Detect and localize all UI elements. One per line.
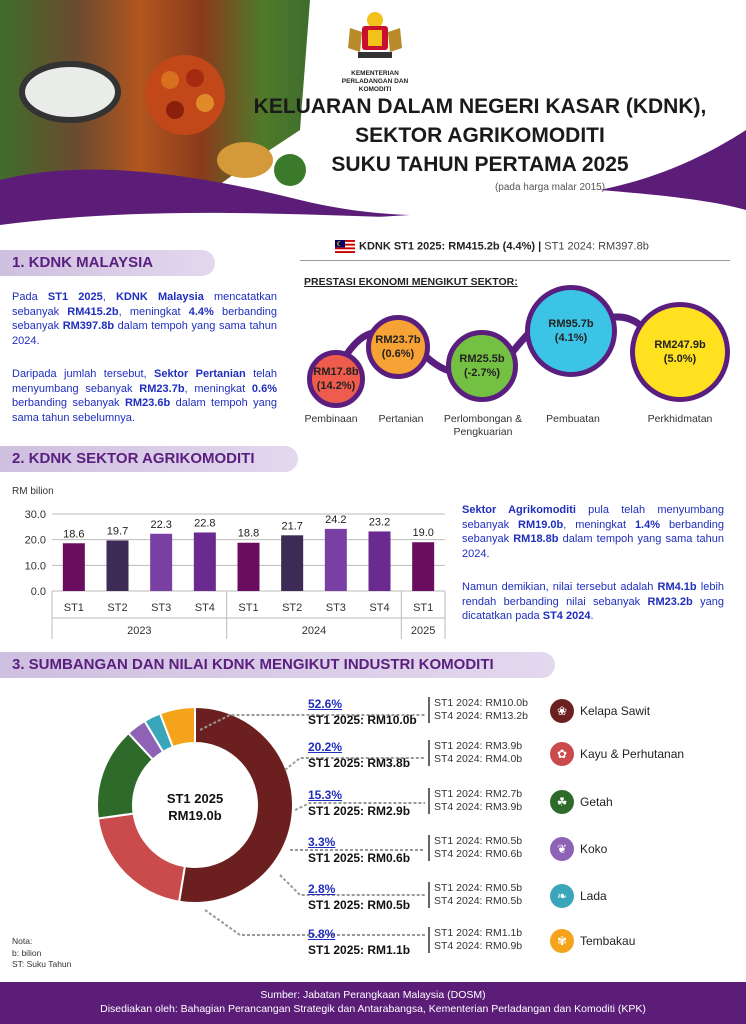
y-axis-title: RM bilion bbox=[12, 486, 54, 497]
body-text: , meningkat bbox=[563, 518, 635, 531]
section-2-heading: 2. KDNK SEKTOR AGRIKOMODITI bbox=[0, 446, 298, 472]
y-tick-label: 30.0 bbox=[24, 509, 46, 521]
kelapa-sawit-icon: ❀ bbox=[550, 699, 574, 723]
tembakau-icon: ✾ bbox=[550, 929, 574, 953]
kdnk-2024-text: ST1 2024: RM397.8b bbox=[544, 240, 649, 253]
highlight-text: Sektor Agrikomoditi bbox=[462, 504, 576, 516]
highlight-text: RM18.8b bbox=[513, 533, 559, 545]
comparison-st4-2024: ST4 2024: RM3.9b bbox=[434, 801, 523, 813]
kdnk-2025-text: KDNK ST1 2025: RM415.2b (4.4%) bbox=[359, 240, 536, 253]
comparison-st4-2024: ST4 2024: RM13.2b bbox=[434, 710, 528, 722]
ministry-block bbox=[290, 8, 460, 94]
body-text: , meningkat bbox=[184, 382, 252, 395]
kdnk-separator: | bbox=[535, 240, 545, 253]
title-line-1: KELUARAN DALAM NEGERI KASAR (KDNK), bbox=[253, 95, 707, 118]
bar-value-label: 22.8 bbox=[194, 517, 216, 530]
koko-icon: ❦ bbox=[550, 837, 574, 861]
sector-value: RM25.5b bbox=[459, 353, 505, 365]
getah-icon: ☘ bbox=[550, 790, 574, 814]
comparison-st1-2024: ST1 2024: RM0.5b bbox=[434, 882, 523, 894]
bar-value-label: 19.7 bbox=[106, 525, 129, 538]
bar-st4 bbox=[194, 532, 216, 591]
industry-name: Kayu & Perhutanan bbox=[580, 747, 685, 761]
highlight-text: RM23.6b bbox=[124, 397, 171, 409]
sector-change: (14.2%) bbox=[316, 380, 356, 392]
industry-comparison bbox=[428, 788, 522, 814]
sector-label: Pembuatan bbox=[546, 413, 600, 425]
bar-value-label: 23.2 bbox=[368, 516, 391, 529]
highlight-text: ST4 2024 bbox=[542, 610, 591, 622]
sector-value: RM17.8b bbox=[313, 366, 359, 378]
kdnk-summary-line bbox=[335, 240, 715, 253]
coat-of-arms-logo bbox=[340, 8, 410, 63]
x-tick-label: ST2 bbox=[107, 602, 128, 614]
sector-bubble-perkhidmatan bbox=[630, 302, 730, 402]
section-1-paragraph-2 bbox=[12, 367, 277, 425]
industry-name: Getah bbox=[580, 795, 613, 809]
x-tick-label: ST1 bbox=[413, 602, 434, 614]
industry-share: 5.8% bbox=[308, 927, 336, 941]
industry-value: ST1 2025: RM3.8b bbox=[308, 756, 411, 770]
industry-value: ST1 2025: RM0.6b bbox=[308, 851, 411, 865]
industry-comparison bbox=[428, 882, 522, 908]
bar-st2 bbox=[107, 540, 129, 591]
donut-center-total: RM19.0b bbox=[168, 808, 222, 823]
highlight-text: Sektor Pertanian bbox=[154, 368, 246, 380]
body-text: . bbox=[590, 610, 594, 622]
body-text: mencatatkan sebanyak bbox=[12, 291, 278, 318]
bar-st1 bbox=[63, 543, 85, 591]
bar-st2 bbox=[281, 535, 303, 591]
footer-source: Sumber: Jabatan Perangkaan Malaysia (DOSM) bbox=[260, 989, 486, 1001]
y-tick-label: 20.0 bbox=[24, 534, 46, 547]
comparison-st4-2024: ST4 2024: RM0.9b bbox=[434, 940, 523, 952]
x-tick-label: ST2 bbox=[282, 602, 303, 614]
bar-st4 bbox=[369, 531, 391, 591]
bar-st1 bbox=[412, 542, 434, 591]
bar-st3 bbox=[325, 529, 347, 591]
industry-value: ST1 2025: RM1.1b bbox=[308, 943, 411, 957]
footer bbox=[0, 982, 746, 1024]
sector-bubble-pembuatan bbox=[525, 285, 617, 377]
highlight-text: 4.4% bbox=[188, 305, 214, 318]
industry-value: ST1 2025: RM2.9b bbox=[308, 804, 411, 818]
highlight-text: RM415.2b bbox=[67, 305, 119, 318]
industry-name: Tembakau bbox=[580, 934, 636, 948]
comparison-st1-2024: ST1 2024: RM3.9b bbox=[434, 740, 523, 752]
comparison-st1-2024: ST1 2024: RM2.7b bbox=[434, 788, 523, 800]
highlight-text: RM19.0b bbox=[518, 518, 564, 531]
sector-change: (0.6%) bbox=[381, 348, 415, 360]
body-text: dalam tempoh yang sama tahun 2024. bbox=[12, 320, 277, 347]
x-tick-label: ST1 bbox=[63, 602, 84, 614]
note-quarter: ST: Suku Tahun bbox=[12, 959, 72, 969]
comparison-st1-2024: ST1 2024: RM1.1b bbox=[434, 927, 523, 939]
highlight-text: 1.4% bbox=[634, 518, 661, 531]
section-1-paragraph-1 bbox=[12, 290, 277, 348]
body-text: Daripada jumlah tersebut, bbox=[12, 368, 154, 380]
bar-value-label: 24.2 bbox=[325, 513, 347, 526]
footer-prepared-by: Disediakan oleh: Bahagian Perancangan Strategik dan Antarabangsa, Kementerian Perladangan dan Komoditi (KPK) bbox=[100, 1003, 646, 1015]
body-text: yang dicatatkan pada bbox=[462, 595, 724, 622]
industry-share: 15.3% bbox=[308, 788, 343, 802]
section-2-paragraph-1 bbox=[462, 503, 724, 561]
body-text: pula telah menyumbang sebanyak bbox=[462, 504, 724, 531]
body-text: dalam tempoh yang sama tahun 2024. bbox=[462, 533, 724, 560]
bar-value-label: 22.3 bbox=[150, 518, 172, 531]
section-3-heading: 3. SUMBANGAN DAN NILAI KDNK MENGIKUT INDUSTRI KOMODITI bbox=[0, 652, 555, 678]
title-line-3: SUKU TAHUN PERTAMA 2025 bbox=[331, 153, 629, 176]
x-tick-label: ST4 bbox=[369, 602, 390, 614]
lada-icon: ❧ bbox=[550, 884, 574, 908]
x-tick-label: ST1 bbox=[238, 602, 259, 614]
sector-label: Perkhidmatan bbox=[647, 413, 713, 425]
agricommodity-bar-chart bbox=[0, 480, 455, 642]
industry-value: ST1 2025: RM10.0b bbox=[308, 713, 417, 727]
sector-bubble-pertanian bbox=[366, 315, 430, 379]
industry-value: ST1 2025: RM0.5b bbox=[308, 898, 411, 912]
body-text: Pada bbox=[12, 291, 48, 303]
palm-fruit-cluster bbox=[145, 55, 225, 135]
malaysia-flag-icon bbox=[335, 240, 355, 253]
body-text: dalam tempoh yang sama tahun sebelumnya. bbox=[12, 397, 278, 424]
sector-label: Pembinaan bbox=[304, 413, 358, 425]
sector-performance-heading: PRESTASI EKONOMI MENGIKUT SEKTOR: bbox=[304, 276, 518, 288]
x-tick-label: ST4 bbox=[194, 602, 215, 614]
body-text: telah menyumbang sebanyak bbox=[12, 368, 277, 395]
bar-st1 bbox=[238, 543, 260, 591]
sector-bubble-pembinaan bbox=[307, 350, 365, 408]
highlight-text: ST1 2025 bbox=[47, 291, 103, 303]
sector-label: Perlombongan & Pengkuarian bbox=[443, 413, 523, 438]
notes bbox=[12, 936, 71, 971]
sector-change: (4.1%) bbox=[554, 332, 588, 344]
x-group-label: 2024 bbox=[301, 625, 327, 637]
sector-change: (-2.7%) bbox=[463, 367, 501, 379]
bar-st3 bbox=[150, 534, 172, 591]
donut-center-period: ST1 2025 bbox=[166, 791, 224, 806]
price-basis-note: (pada harga malar 2015) bbox=[494, 182, 606, 193]
body-text: Namun demikian, nilai tersebut adalah bbox=[462, 581, 658, 593]
sector-label: Pertanian bbox=[378, 413, 424, 425]
sector-value: RM95.7b bbox=[548, 318, 594, 330]
highlight-text: RM23.2b bbox=[647, 595, 693, 608]
highlight-text: RM397.8b bbox=[62, 320, 115, 332]
page-title bbox=[230, 92, 730, 179]
industry-comparison bbox=[428, 927, 522, 953]
body-text: berbanding sebanyak bbox=[462, 518, 724, 545]
industry-comparison bbox=[428, 740, 522, 766]
industry-share: 3.3% bbox=[308, 835, 336, 849]
x-tick-label: ST3 bbox=[325, 602, 346, 614]
sector-value: RM23.7b bbox=[375, 334, 421, 346]
comparison-st1-2024: ST1 2024: RM0.5b bbox=[434, 835, 523, 847]
industry-share: 2.8% bbox=[308, 882, 336, 896]
title-line-2: SEKTOR AGRIKOMODITI bbox=[355, 124, 605, 147]
highlight-text: 0.6% bbox=[251, 382, 277, 395]
section-2-paragraph-2 bbox=[462, 580, 724, 624]
sector-change: (5.0%) bbox=[663, 353, 697, 365]
industry-name: Lada bbox=[580, 889, 607, 903]
x-group-label: 2025 bbox=[410, 625, 436, 637]
comparison-st4-2024: ST4 2024: RM4.0b bbox=[434, 753, 523, 765]
y-tick-label: 10.0 bbox=[24, 560, 46, 573]
ministry-name: KEMENTERIAN PERLADANGAN DAN KOMODITI bbox=[341, 70, 409, 93]
bar-value-label: 18.8 bbox=[237, 527, 260, 540]
bar-value-label: 21.7 bbox=[281, 520, 303, 533]
body-text: berbanding sebanyak bbox=[12, 305, 277, 332]
comparison-st4-2024: ST4 2024: RM0.6b bbox=[434, 848, 523, 860]
highlight-text: RM4.1b bbox=[657, 581, 697, 593]
body-text: berbanding sebanyak bbox=[12, 397, 125, 409]
note-billion: b: bilion bbox=[12, 947, 42, 958]
section-1-heading: 1. KDNK MALAYSIA bbox=[0, 250, 215, 276]
highlight-text: KDNK Malaysia bbox=[115, 291, 204, 303]
industry-share: 20.2% bbox=[308, 740, 343, 754]
x-group-label: 2023 bbox=[127, 625, 152, 637]
body-text: , bbox=[102, 291, 116, 303]
y-tick-label: 0.0 bbox=[30, 586, 46, 598]
sector-bubble-perlombongan bbox=[446, 330, 518, 402]
industry-share: 52.6% bbox=[308, 697, 343, 711]
kayu-perhutanan-icon: ✿ bbox=[550, 742, 574, 766]
bar-value-label: 18.6 bbox=[63, 528, 85, 541]
industry-name: Kelapa Sawit bbox=[580, 704, 651, 718]
comparison-st1-2024: ST1 2024: RM10.0b bbox=[434, 697, 528, 709]
highlight-text: RM23.7b bbox=[139, 382, 185, 395]
latex-bowl bbox=[22, 64, 118, 120]
industry-comparison bbox=[428, 697, 528, 723]
bar-value-label: 19.0 bbox=[412, 527, 434, 540]
note-label: Nota: bbox=[12, 936, 33, 946]
body-text: lebih rendah berbanding nilai sebanyak bbox=[462, 581, 725, 608]
sector-value: RM247.9b bbox=[654, 339, 706, 351]
divider bbox=[300, 260, 730, 261]
comparison-st4-2024: ST4 2024: RM0.5b bbox=[434, 895, 523, 907]
body-text: , meningkat bbox=[118, 305, 189, 318]
industry-name: Koko bbox=[580, 842, 608, 856]
industry-comparison bbox=[428, 835, 522, 861]
x-tick-label: ST3 bbox=[151, 602, 172, 614]
